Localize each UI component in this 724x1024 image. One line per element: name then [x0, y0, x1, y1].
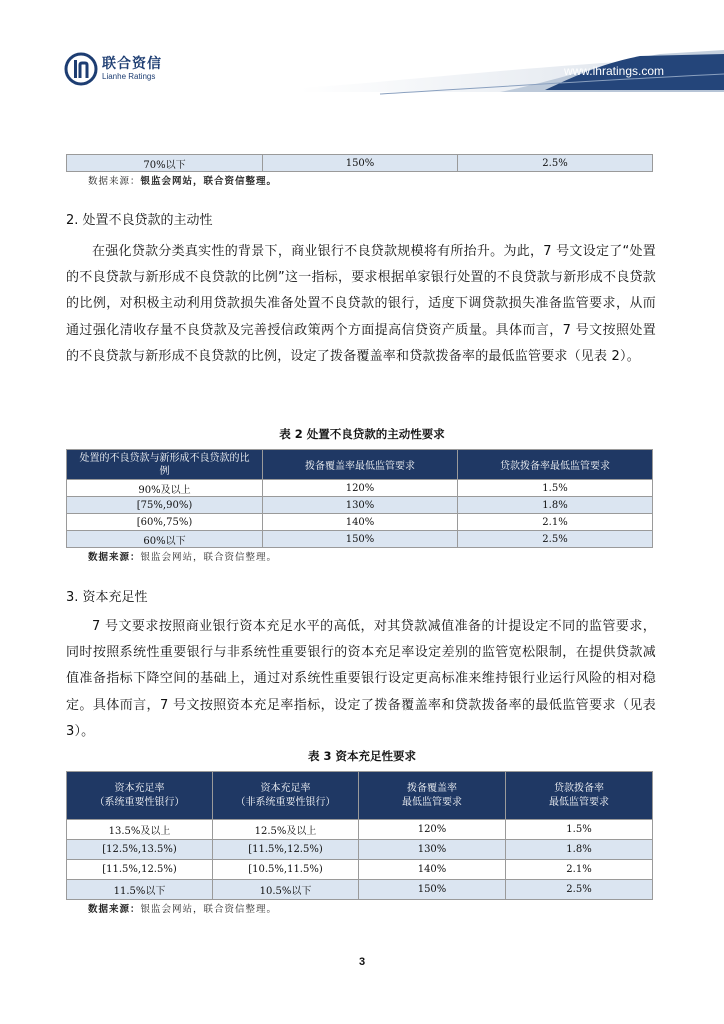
table-header-cell: 拨备覆盖率最低监管要求: [263, 450, 458, 480]
table-cell: 1.5%: [506, 820, 653, 840]
table3-caption: 表 3 资本充足性要求: [307, 749, 416, 763]
table-header-row: [67, 772, 653, 820]
table-cell: 130%: [263, 497, 458, 514]
table-header-cell: 资本充足率 （非系统重要性银行）: [213, 772, 359, 820]
table-cell: [12.5%,13.5%): [67, 840, 213, 860]
table-cell: 12.5%及以上: [213, 820, 359, 840]
table-cell: [11.5%,12.5%): [213, 840, 359, 860]
logo-english-name: Lianhe Ratings: [102, 72, 156, 81]
table-header-cell: 贷款拨备率 最低监管要求: [506, 772, 653, 820]
table-cell: 13.5%及以上: [67, 820, 213, 840]
table-cell: 10.5%以下: [213, 880, 359, 900]
table-cell: 2.1%: [506, 860, 653, 880]
table-row: [67, 820, 653, 840]
section3-heading: 3. 资本充足性: [66, 590, 148, 605]
table-cell: 150%: [263, 531, 458, 548]
table-cell: 120%: [359, 820, 506, 840]
table-cell: 11.5%以下: [67, 880, 213, 900]
table-cell: 150%: [359, 880, 506, 900]
website-url[interactable]: www.lhratings.com: [563, 64, 664, 78]
table-row: [67, 480, 653, 497]
table-row: [67, 880, 653, 900]
section3-paragraph: 7 号文要求按照商业银行资本充足水平的高低，对其贷款减值准备的计提设定不同的监管要求，同时按照系统性重要银行与非系统性重要银行的资本充足率设定差别的监管宽松限制，在提供贷款减值准备指标下降空间的基础上，通过对系统性重要银行设定更高标准来维持银行业运行风险的相对稳定。具体而言，7 号文按照资本充足率指标，设定了拨备覆盖率和贷款拨备率的最低监管要求（见表 3）。: [66, 619, 656, 739]
table-cell: 130%: [359, 840, 506, 860]
table2-caption: 表 2 处置不良贷款的主动性要求: [279, 427, 445, 441]
page-number: 3: [358, 956, 366, 968]
table-cell: 150%: [263, 155, 458, 172]
table-cell: 120%: [263, 480, 458, 497]
table-cell: 60%以下: [67, 531, 263, 548]
table-row: [67, 497, 653, 514]
table1-tail: [66, 154, 652, 187]
table-cell: [60%,75%): [67, 514, 263, 531]
logo-icon: [64, 52, 98, 86]
company-logo: [64, 52, 162, 86]
table-cell: 90%及以上: [67, 480, 263, 497]
table3-source: 数据来源：银监会网站，联合资信整理。: [88, 904, 278, 915]
table-cell: 1.5%: [458, 480, 653, 497]
table-cell: 140%: [263, 514, 458, 531]
table-cell: [75%,90%): [67, 497, 263, 514]
table-row: [67, 155, 653, 172]
table1-source: 数据来源：银监会网站，联合资信整理。: [88, 176, 278, 187]
section2-paragraph: 在强化贷款分类真实性的背景下，商业银行不良贷款规模将有所抬升。为此，7 号文设定了“处置的不良贷款与新形成不良贷款的比例”这一指标，要求根据单家银行处置的不良贷款与新形成不良贷款的比例，对积极主动利用贷款损失准备处置不良贷款的银行，适度下调贷款损失准备监管要求，从而通过强化清收存量不良贷款及完善授信政策两个方面提高信贷资产质量。具体而言，7 号文按照处置的不良贷款与新形成不良贷款的比例，设定了拨备覆盖率和贷款拨备率的最低监管要求（见表 2）。: [66, 244, 656, 364]
table3: [66, 771, 652, 915]
table-cell: 1.8%: [458, 497, 653, 514]
table-cell: 1.8%: [506, 840, 653, 860]
logo-chinese-name: 联合资信: [102, 56, 162, 72]
table-header-cell: 处置的不良贷款与新形成不良贷款的比例: [67, 450, 263, 480]
table-header-cell: 资本充足率 （系统重要性银行）: [67, 772, 213, 820]
section2-heading: 2. 处置不良贷款的主动性: [66, 213, 213, 228]
table-row: [67, 531, 653, 548]
table-header-row: [67, 450, 653, 480]
table-row: [67, 860, 653, 880]
table-cell: [10.5%,11.5%): [213, 860, 359, 880]
table-cell: 140%: [359, 860, 506, 880]
table-cell: 2.5%: [506, 880, 653, 900]
table-header-cell: 贷款拨备率最低监管要求: [458, 450, 653, 480]
table-header-cell: 拨备覆盖率 最低监管要求: [359, 772, 506, 820]
table-cell: [11.5%,12.5%): [67, 860, 213, 880]
table-cell: 2.5%: [458, 531, 653, 548]
table-row: [67, 514, 653, 531]
table-cell: 2.1%: [458, 514, 653, 531]
table-cell: 70%以下: [67, 155, 263, 172]
table-cell: 2.5%: [458, 155, 653, 172]
table2: [66, 449, 652, 563]
table-row: [67, 840, 653, 860]
table2-source: 数据来源：银监会网站，联合资信整理。: [88, 552, 278, 563]
page-header: [0, 0, 724, 100]
